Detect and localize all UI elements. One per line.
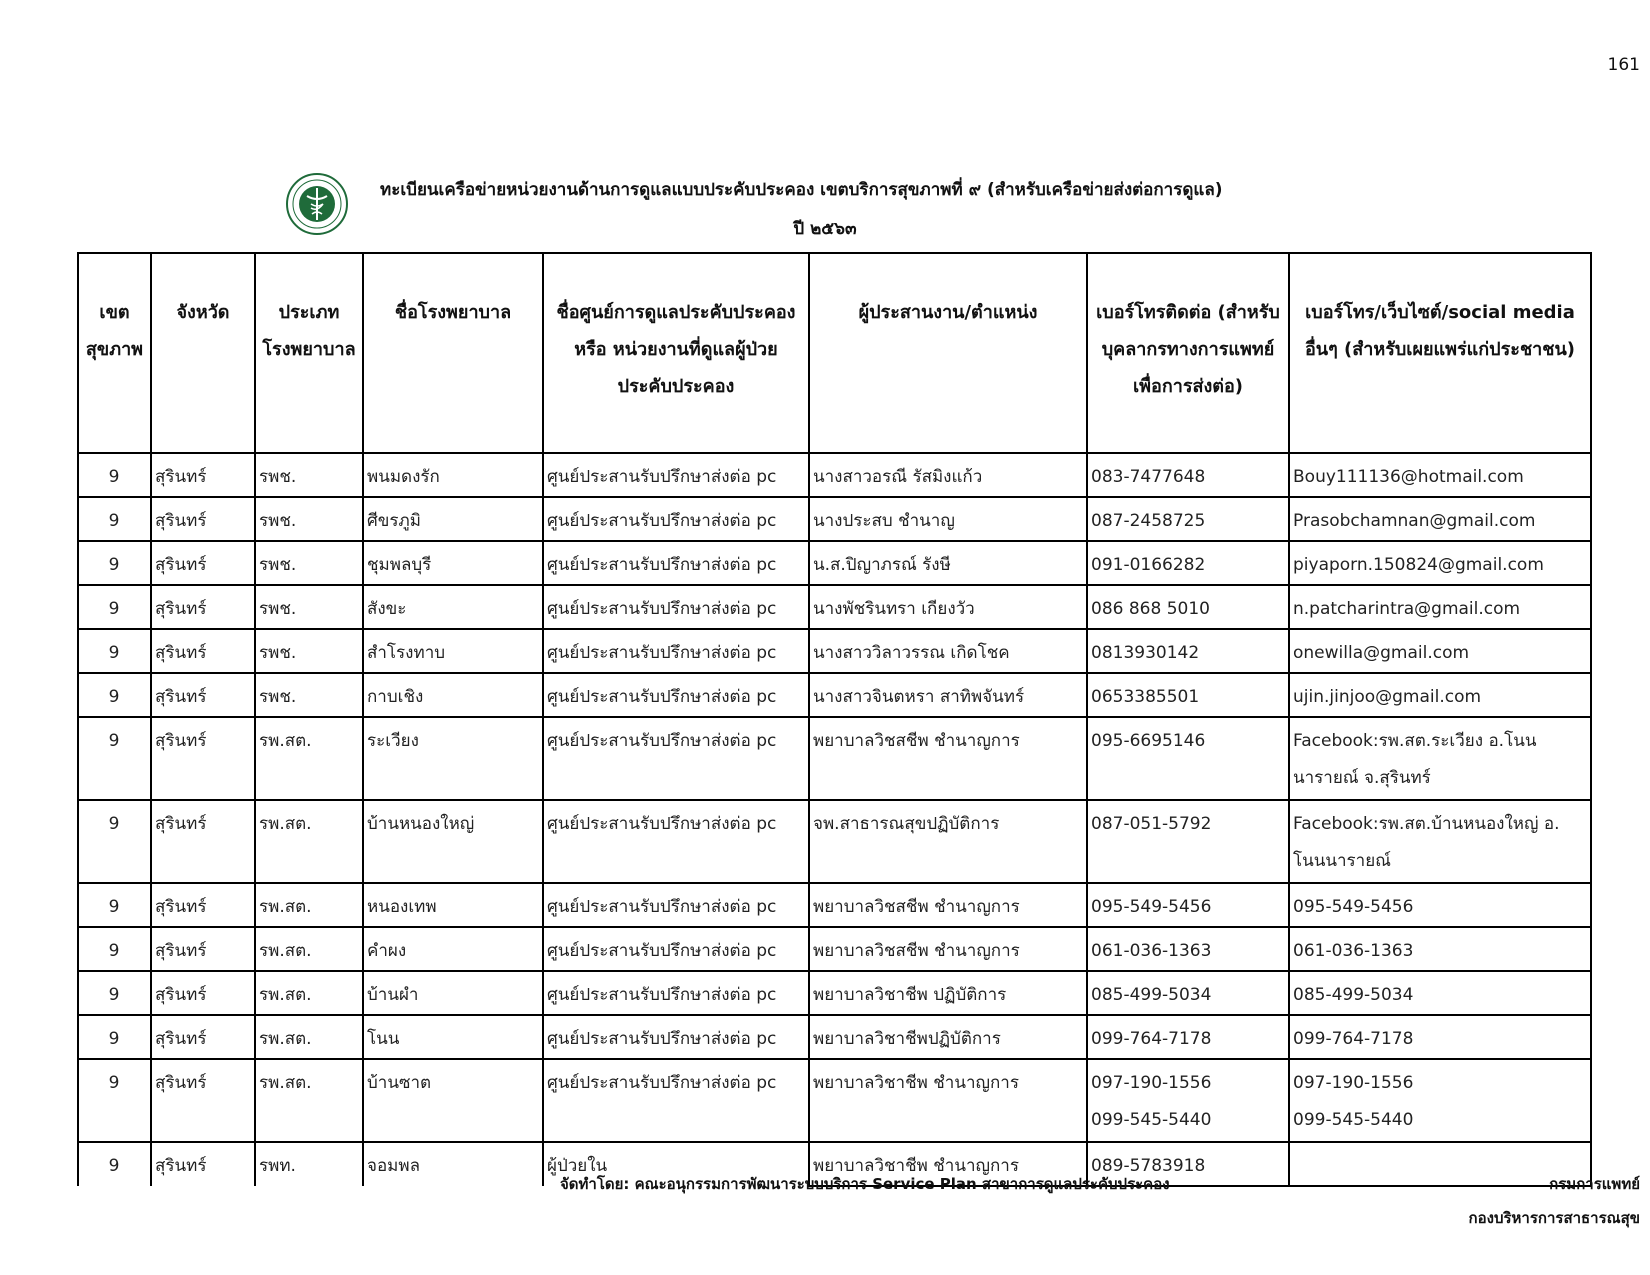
cell-contact	[1289, 927, 1591, 971]
cell-hospital: หนองเทพ	[363, 883, 543, 927]
cell-zone: 9	[78, 971, 151, 1015]
column-header-line: หรือ หน่วยงานที่ดูแลผู้ป่วย	[574, 339, 778, 360]
cell-zone: 9	[78, 497, 151, 541]
cell-phone	[1087, 800, 1289, 883]
cell-line: 061-036-1363	[1091, 941, 1212, 961]
cell-contact	[1289, 800, 1591, 883]
cell-coordinator: น.ส.ปิญาภรณ์ รังษี	[809, 541, 1087, 585]
column-header	[151, 253, 255, 453]
cell-hospital: บ้านหนองใหญ่	[363, 800, 543, 883]
cell-center: ผู้ป่วยใน	[543, 1142, 809, 1186]
cell-hospital: โนน	[363, 1015, 543, 1059]
column-header-line: ประเภท	[278, 302, 340, 323]
cell-province: สุรินทร์	[151, 883, 255, 927]
cell-line: Facebook:รพ.สต.บ้านหนองใหญ่ อ.	[1293, 814, 1560, 834]
cell-phone	[1087, 717, 1289, 800]
cell-type: รพช.	[255, 541, 363, 585]
document-subtitle: ปี ๒๕๖๓	[793, 219, 857, 239]
cell-line: 099-545-5440	[1293, 1110, 1414, 1130]
cell-type: รพ.สต.	[255, 1015, 363, 1059]
cell-phone	[1087, 1015, 1289, 1059]
table-row	[78, 971, 1591, 1015]
cell-contact	[1289, 1059, 1591, 1142]
cell-coordinator: นางสาวจินตหรา สาทิพจันทร์	[809, 673, 1087, 717]
cell-coordinator: พยาบาลวิชาชีพ ชำนาญการ	[809, 1059, 1087, 1142]
cell-line: 099-545-5440	[1091, 1110, 1212, 1130]
cell-zone: 9	[78, 1059, 151, 1142]
table-row	[78, 453, 1591, 497]
cell-contact	[1289, 1015, 1591, 1059]
cell-type: รพช.	[255, 673, 363, 717]
cell-coordinator: พยาบาลวิชสชีพ ชำนาญการ	[809, 883, 1087, 927]
cell-line: ujin.jinjoo@gmail.com	[1293, 687, 1482, 707]
cell-line: n.patcharintra@gmail.com	[1293, 599, 1521, 619]
table-header-row	[78, 253, 1591, 453]
cell-line: 095-549-5456	[1091, 897, 1212, 917]
cell-province: สุรินทร์	[151, 800, 255, 883]
cell-hospital: บ้านผำ	[363, 971, 543, 1015]
cell-hospital: ศีขรภูมิ	[363, 497, 543, 541]
footer-department: กรมการแพทย์	[1549, 1175, 1640, 1193]
cell-hospital: พนมดงรัก	[363, 453, 543, 497]
cell-line: นารายณ์ จ.สุรินทร์	[1293, 768, 1431, 788]
registry-table	[77, 252, 1592, 1187]
cell-contact	[1289, 883, 1591, 927]
column-header-line: เบอร์โทรติดต่อ (สำหรับ	[1096, 302, 1280, 323]
cell-phone	[1087, 585, 1289, 629]
cell-center: ศูนย์ประสานรับปรึกษาส่งต่อ pc	[543, 883, 809, 927]
cell-type: รพท.	[255, 1142, 363, 1186]
column-header	[809, 253, 1087, 453]
cell-line: 089-5783918	[1091, 1156, 1206, 1176]
cell-line: Prasobchamnan@gmail.com	[1293, 511, 1536, 531]
cell-coordinator: พยาบาลวิชสชีพ ชำนาญการ	[809, 927, 1087, 971]
cell-line: 099-764-7178	[1293, 1029, 1414, 1049]
document-title: ทะเบียนเครือข่ายหน่วยงานด้านการดูแลแบบประคับประคอง เขตบริการสุขภาพที่ ๙ (สำหรับเครือข่ายส่งต่อการดูแล)	[380, 180, 1223, 200]
cell-line: 099-764-7178	[1091, 1029, 1212, 1049]
cell-zone: 9	[78, 717, 151, 800]
cell-line: 091-0166282	[1091, 555, 1206, 575]
cell-province: สุรินทร์	[151, 497, 255, 541]
cell-phone	[1087, 883, 1289, 927]
cell-line: 085-499-5034	[1091, 985, 1212, 1005]
cell-phone	[1087, 971, 1289, 1015]
cell-coordinator: จพ.สาธารณสุขปฏิบัติการ	[809, 800, 1087, 883]
cell-line: 097-190-1556	[1091, 1073, 1212, 1093]
cell-center: ศูนย์ประสานรับปรึกษาส่งต่อ pc	[543, 927, 809, 971]
column-header-line: เพื่อการส่งต่อ)	[1132, 376, 1243, 397]
cell-province: สุรินทร์	[151, 453, 255, 497]
cell-phone	[1087, 927, 1289, 971]
cell-coordinator: นางสาวอรณี รัสมิงแก้ว	[809, 453, 1087, 497]
cell-contact	[1289, 585, 1591, 629]
cell-line: onewilla@gmail.com	[1293, 643, 1470, 663]
cell-type: รพ.สต.	[255, 971, 363, 1015]
cell-contact	[1289, 971, 1591, 1015]
footer-division: กองบริหารการสาธารณสุข	[1468, 1209, 1640, 1227]
table-body	[78, 453, 1591, 1186]
cell-zone: 9	[78, 453, 151, 497]
cell-line: Facebook:รพ.สต.ระเวียง อ.โนน	[1293, 731, 1537, 751]
cell-center: ศูนย์ประสานรับปรึกษาส่งต่อ pc	[543, 971, 809, 1015]
column-header	[255, 253, 363, 453]
cell-line: 085-499-5034	[1293, 985, 1414, 1005]
cell-zone: 9	[78, 883, 151, 927]
column-header-line: ประคับประคอง	[617, 376, 735, 397]
cell-contact	[1289, 629, 1591, 673]
cell-coordinator: นางสาววิลาวรรณ เกิดโชค	[809, 629, 1087, 673]
cell-type: รพช.	[255, 453, 363, 497]
cell-province: สุรินทร์	[151, 927, 255, 971]
cell-hospital: สำโรงทาบ	[363, 629, 543, 673]
column-header	[78, 253, 151, 453]
cell-coordinator: พยาบาลวิชสชีพ ชำนาญการ	[809, 717, 1087, 800]
table-row	[78, 883, 1591, 927]
table-row	[78, 927, 1591, 971]
cell-line: 087-2458725	[1091, 511, 1206, 531]
cell-line: 095-6695146	[1091, 731, 1206, 751]
cell-province: สุรินทร์	[151, 673, 255, 717]
cell-center: ศูนย์ประสานรับปรึกษาส่งต่อ pc	[543, 800, 809, 883]
cell-coordinator: พยาบาลวิชาชีพปฏิบัติการ	[809, 1015, 1087, 1059]
cell-contact	[1289, 717, 1591, 800]
cell-hospital: คำผง	[363, 927, 543, 971]
table-row	[78, 1015, 1591, 1059]
cell-hospital: จอมพล	[363, 1142, 543, 1186]
cell-line: 086 868 5010	[1091, 599, 1210, 619]
cell-center: ศูนย์ประสานรับปรึกษาส่งต่อ pc	[543, 1015, 809, 1059]
cell-type: รพช.	[255, 585, 363, 629]
cell-province: สุรินทร์	[151, 541, 255, 585]
cell-zone: 9	[78, 800, 151, 883]
cell-hospital: สังขะ	[363, 585, 543, 629]
cell-province: สุรินทร์	[151, 585, 255, 629]
cell-line: 0653385501	[1091, 687, 1200, 707]
cell-zone: 9	[78, 541, 151, 585]
table-row	[78, 717, 1591, 800]
cell-line: 083-7477648	[1091, 467, 1206, 487]
cell-hospital: กาบเชิง	[363, 673, 543, 717]
cell-phone	[1087, 497, 1289, 541]
cell-type: รพช.	[255, 497, 363, 541]
cell-line: Bouy111136@hotmail.com	[1293, 467, 1524, 487]
cell-hospital: บ้านซาต	[363, 1059, 543, 1142]
cell-zone: 9	[78, 1142, 151, 1186]
column-header-line: จังหวัด	[176, 302, 230, 323]
table-row	[78, 1059, 1591, 1142]
cell-coordinator: พยาบาลวิชาชีพ ปฏิบัติการ	[809, 971, 1087, 1015]
cell-type: รพ.สต.	[255, 1059, 363, 1142]
cell-zone: 9	[78, 585, 151, 629]
table-row	[78, 541, 1591, 585]
table-row	[78, 497, 1591, 541]
cell-contact	[1289, 453, 1591, 497]
cell-type: รพ.สต.	[255, 717, 363, 800]
column-header-line: เขต	[99, 302, 130, 323]
cell-province: สุรินทร์	[151, 629, 255, 673]
cell-line: โนนนารายณ์	[1293, 851, 1391, 871]
cell-line: 061-036-1363	[1293, 941, 1414, 961]
cell-phone	[1087, 629, 1289, 673]
cell-center: ศูนย์ประสานรับปรึกษาส่งต่อ pc	[543, 1059, 809, 1142]
cell-type: รพช.	[255, 629, 363, 673]
cell-zone: 9	[78, 927, 151, 971]
cell-hospital: ชุมพลบุรี	[363, 541, 543, 585]
cell-center: ศูนย์ประสานรับปรึกษาส่งต่อ pc	[543, 717, 809, 800]
column-header-line: บุคลากรทางการแพทย์	[1101, 339, 1275, 360]
cell-line: 0813930142	[1091, 643, 1200, 663]
cell-contact	[1289, 673, 1591, 717]
cell-coordinator: นางประสบ ชำนาญ	[809, 497, 1087, 541]
column-header-line: ชื่อศูนย์การดูแลประคับประคอง	[556, 302, 796, 323]
column-header-line: ชื่อโรงพยาบาล	[394, 302, 512, 323]
cell-center: ศูนย์ประสานรับปรึกษาส่งต่อ pc	[543, 453, 809, 497]
cell-center: ศูนย์ประสานรับปรึกษาส่งต่อ pc	[543, 497, 809, 541]
cell-phone	[1087, 1059, 1289, 1142]
cell-line: 095-549-5456	[1293, 897, 1414, 917]
column-header	[1087, 253, 1289, 453]
cell-zone: 9	[78, 629, 151, 673]
cell-phone	[1087, 541, 1289, 585]
cell-province: สุรินทร์	[151, 1059, 255, 1142]
table-row	[78, 800, 1591, 883]
cell-center: ศูนย์ประสานรับปรึกษาส่งต่อ pc	[543, 585, 809, 629]
table-row	[78, 673, 1591, 717]
cell-line: 087-051-5792	[1091, 814, 1212, 834]
column-header-line: อื่นๆ (สำหรับเผยแพร่แก่ประชาชน)	[1304, 339, 1576, 360]
page-number: 161	[1607, 55, 1640, 75]
column-header-line: โรงพยาบาล	[262, 339, 356, 360]
column-header-line: สุขภาพ	[85, 339, 144, 360]
column-header	[1289, 253, 1591, 453]
cell-type: รพ.สต.	[255, 927, 363, 971]
cell-province: สุรินทร์	[151, 1015, 255, 1059]
cell-coordinator: พยาบาลวิชาชีพ ชำนาญการ	[809, 1142, 1087, 1186]
cell-type: รพ.สต.	[255, 800, 363, 883]
cell-center: ศูนย์ประสานรับปรึกษาส่งต่อ pc	[543, 629, 809, 673]
cell-province: สุรินทร์	[151, 1142, 255, 1186]
column-header-line: เบอร์โทร/เว็บไซต์/social media	[1305, 302, 1575, 323]
cell-contact	[1289, 497, 1591, 541]
footer-prepared-by: จัดทำโดย: คณะอนุกรรมการพัฒนาระบบบริการ Service Plan สาขาการดูแลประคับประคอง	[560, 1175, 1170, 1193]
table-row	[78, 629, 1591, 673]
cell-type: รพ.สต.	[255, 883, 363, 927]
cell-center: ศูนย์ประสานรับปรึกษาส่งต่อ pc	[543, 673, 809, 717]
cell-zone: 9	[78, 1015, 151, 1059]
cell-contact	[1289, 541, 1591, 585]
column-header	[363, 253, 543, 453]
cell-province: สุรินทร์	[151, 717, 255, 800]
cell-center: ศูนย์ประสานรับปรึกษาส่งต่อ pc	[543, 541, 809, 585]
cell-zone: 9	[78, 673, 151, 717]
cell-line: piyaporn.150824@gmail.com	[1293, 555, 1544, 575]
column-header-line: ผู้ประสานงาน/ตำแหน่ง	[858, 302, 1038, 323]
cell-coordinator: นางพัชรินทรา เกียงวัว	[809, 585, 1087, 629]
cell-phone	[1087, 673, 1289, 717]
column-header	[543, 253, 809, 453]
cell-phone	[1087, 453, 1289, 497]
cell-province: สุรินทร์	[151, 971, 255, 1015]
cell-hospital: ระเวียง	[363, 717, 543, 800]
cell-line: 097-190-1556	[1293, 1073, 1414, 1093]
table-row	[78, 585, 1591, 629]
